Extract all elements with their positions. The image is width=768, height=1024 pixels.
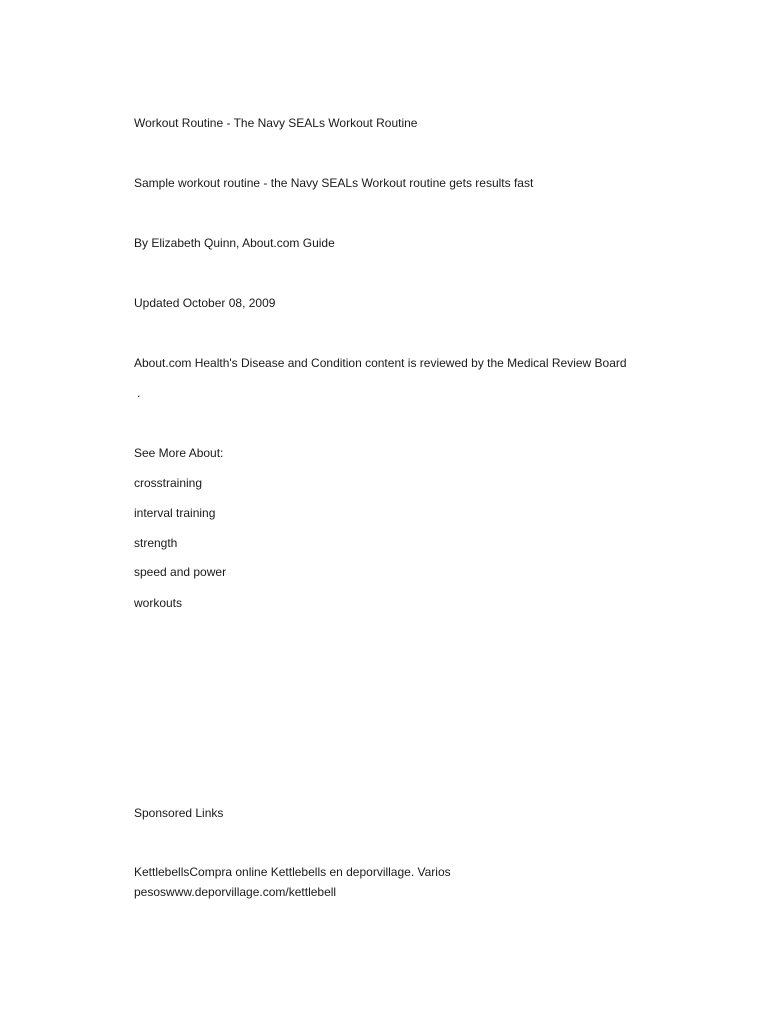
updated-date: Updated October 08, 2009 (134, 296, 276, 310)
see-more-link-strength[interactable]: strength (134, 536, 178, 550)
document-title: Workout Routine - The Navy SEALs Workout Routine (134, 116, 418, 130)
see-more-link-interval-training[interactable]: interval training (134, 506, 216, 520)
see-more-link-speed-and-power[interactable]: speed and power (134, 565, 227, 579)
review-dot: . (137, 386, 141, 400)
review-note: About.com Health's Disease and Condition content is reviewed by the Medical Review Board (134, 356, 627, 370)
see-more-link-crosstraining[interactable]: crosstraining (134, 476, 203, 490)
see-more-heading: See More About: (134, 446, 224, 460)
sponsored-heading: Sponsored Links (134, 806, 224, 820)
sponsored-ad-text[interactable]: KettlebellsCompra online Kettlebells en deporvillage. Varios pesoswww.deporvillage.com/kettlebell (134, 865, 451, 899)
byline: By Elizabeth Quinn, About.com Guide (134, 236, 335, 250)
see-more-link-workouts[interactable]: workouts (134, 596, 183, 610)
document-subtitle: Sample workout routine - the Navy SEALs Workout routine gets results fast (134, 176, 534, 190)
